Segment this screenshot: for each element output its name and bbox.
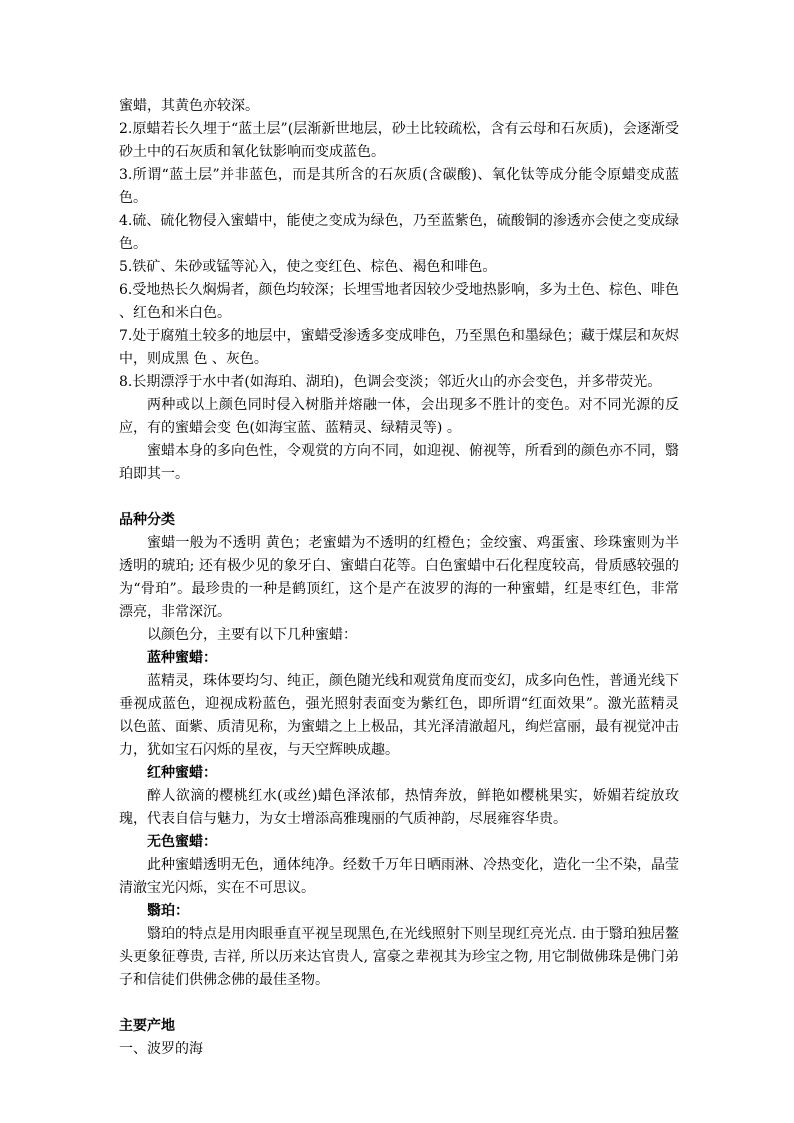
spacer — [119, 486, 679, 509]
varieties-paragraph-1: 蜜蜡一般为不透明 黄色；老蜜蜡为不透明的红橙色；金绞蜜、鸡蛋蜜、珍珠蜜则为半透明的琥珀; 还有极少见的象牙白、蜜蜡白花等。白色蜜蜡中石化程度较高，骨质感较强的为“骨珀”。最珍贵的一种是鹤顶红，这个是产在波罗的海的一种蜜蜡，红是枣红色，非常漂亮，非常深沉。 — [119, 535, 679, 620]
document-page — [119, 95, 679, 1061]
subhead-blue-amber: 蓝种蜜蜡： — [147, 650, 217, 666]
intro-line-1: 蜜蜡，其黄色亦较深。 — [119, 98, 259, 114]
intro-paragraph-1: 两种或以上颜色同时侵入树脂并熔融一体，会出现多不胜计的变色。对不同光源的反应，有的蜜蜡会变 色(如海宝蓝、蓝精灵、绿精灵等) 。 — [119, 397, 679, 436]
colorless-amber-text: 此种蜜蜡透明无色，通体纯净。经数千万年日晒雨淋、冷热变化，造化一尘不染，晶莹清澈宝光闪烁，实在不可思议。 — [119, 857, 679, 896]
origin-item-baltic: 一、波罗的海 — [119, 1041, 203, 1057]
subhead-red-amber: 红种蜜蜡： — [147, 765, 217, 781]
blue-amber-text: 蓝精灵，珠体要均匀、纯正，颜色随光线和观赏角度而变幻，成多向色性，普通光线下垂视成蓝色，迎视成粉蓝色，强光照射表面变为紫红色，即所谓“红面效果”。激光蓝精灵以色蓝、面紫、质清见称，为蜜蜡之上上极品，其光泽清澈超凡，绚烂富丽，最有视觉冲击力，犹如宝石闪烁的星夜，与天空辉映成趣。 — [119, 673, 679, 758]
section-title-varieties: 品种分类 — [119, 512, 175, 528]
intro-line-3: 3.所谓“蓝土层”并非蓝色，而是其所含的石灰质(含碳酸)、氧化钛等成分能令原蜡变成蓝色。 — [119, 167, 679, 206]
intro-paragraph-2: 蜜蜡本身的多向色性，令观赏的方向不同，如迎视、俯视等，所看到的颜色亦不同，翳珀即其一。 — [119, 443, 679, 482]
intro-line-4: 4.硫、硫化物侵入蜜蜡中，能使之变成为绿色，乃至蓝紫色，硫酸铜的渗透亦会使之变成绿色。 — [119, 213, 679, 252]
intro-line-8: 8.长期漂浮于水中者(如海珀、湖珀)，色调会变淡；邻近火山的亦会变色，并多带荧光。 — [119, 374, 662, 390]
intro-line-6: 6.受地热长久焖焗者，颜色均较深；长埋雪地者因较少受地热影响，多为土色、棕色、啡色 、红色和米白色。 — [119, 282, 679, 321]
varieties-paragraph-2: 以颜色分，主要有以下几种蜜蜡： — [147, 627, 357, 643]
subhead-colorless-amber: 无色蜜蜡： — [147, 834, 217, 850]
intro-line-2: 2.原蜡若长久埋于“蓝土层”(层渐新世地层，砂土比较疏松，含有云母和石灰质)，会逐渐受砂土中的石灰质和氧化钛影响而变成蓝色。 — [119, 121, 679, 160]
spacer — [119, 992, 679, 1015]
intro-line-5: 5.铁矿、朱砂或锰等沁入，使之变红色、棕色、褐色和啡色。 — [119, 259, 497, 275]
section-title-origins: 主要产地 — [119, 1018, 175, 1034]
yi-amber-text: 翳珀的特点是用肉眼垂直平视呈现黑色,在光线照射下则呈现红亮光点. 由于翳珀独居鳌头更象征尊贵, 吉祥, 所以历来达官贵人, 富豪之辈视其为珍宝之物, 用它制做佛珠是佛门弟子和信徒们供佛念佛的最佳圣物。 — [119, 926, 679, 988]
red-amber-text: 醉人欲滴的樱桃红水(或丝)蜡色泽浓郁，热情奔放，鲜艳如樱桃果实，娇媚若绽放玫瑰，代表自信与魅力，为女士增添高雅瑰丽的气质神韵，尽展雍容华贵。 — [119, 788, 679, 827]
subhead-yi-amber: 翳珀： — [147, 903, 189, 919]
intro-line-7: 7.处于腐殖土较多的地层中，蜜蜡受渗透多变成啡色，乃至黑色和墨绿色；藏于煤层和灰烬中，则成黑 色 、灰色。 — [119, 328, 679, 367]
